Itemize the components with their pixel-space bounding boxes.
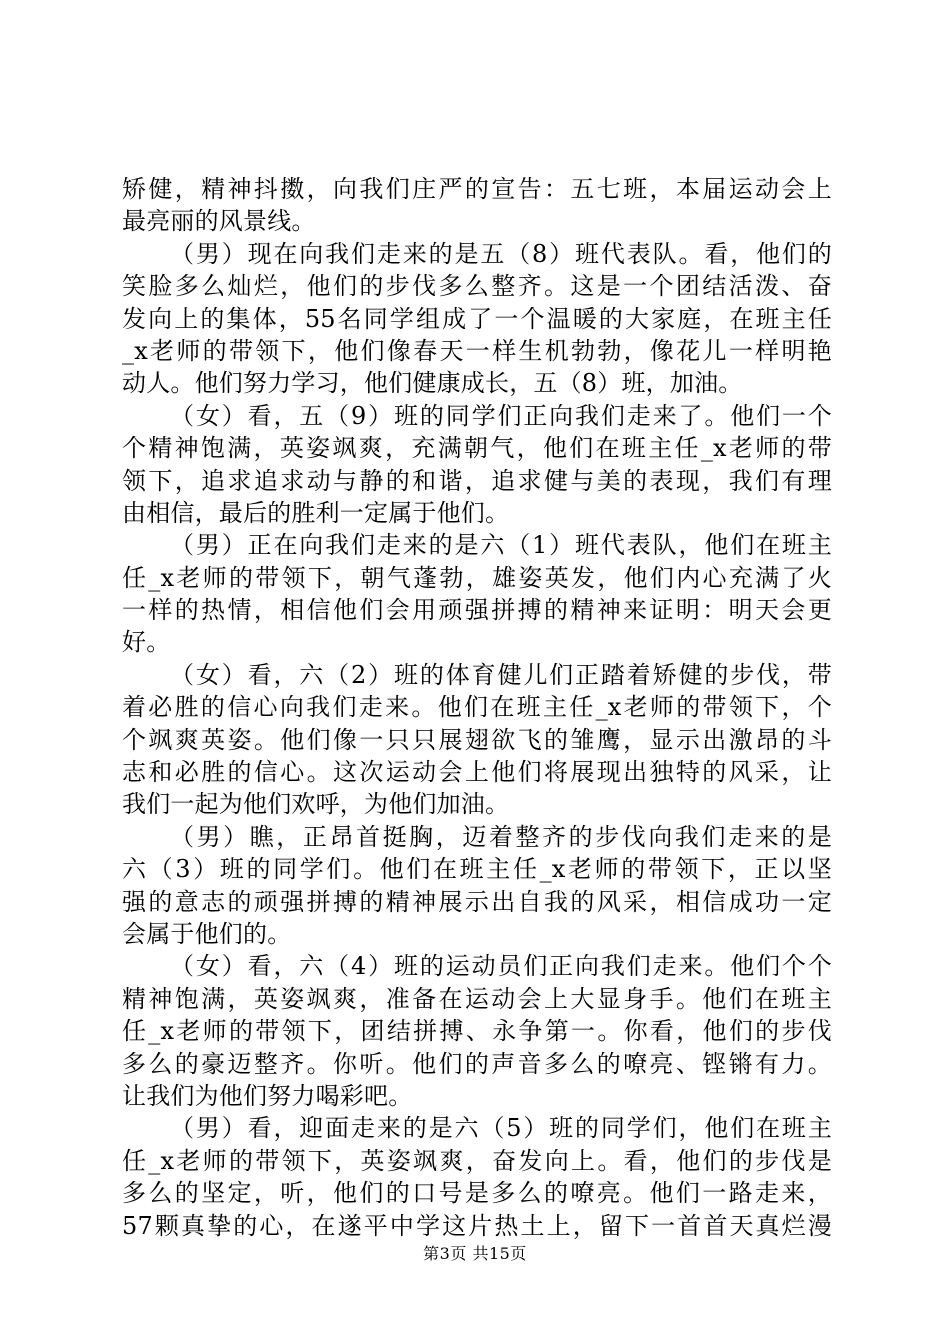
text-line: 精神饱满，英姿飒爽，准备在运动会上大显身手。他们在班主	[122, 984, 832, 1013]
text-line: 最亮丽的风景线。	[122, 207, 316, 236]
text-line: 让我们为他们努力喝彩吧。	[122, 1081, 413, 1110]
text-line: （男）瞧，正昂首挺胸，迈着整齐的步伐向我们走来的是	[170, 822, 832, 851]
text-line: （女）看，六（4）班的运动员们正向我们走来。他们个个	[170, 952, 832, 981]
paragraph	[122, 173, 832, 238]
text-line: 志和必胜的信心。这次运动会上他们将展现出独特的风采，让	[122, 758, 832, 787]
text-line: 一样的热情，相信他们会用顽强拼搏的精神来证明：明天会更	[122, 596, 832, 625]
paragraph	[122, 659, 832, 821]
text-line: 任_x老师的带领下，团结拼搏、永争第一。你看，他们的步伐	[122, 1017, 832, 1046]
text-line: 笑脸多么灿烂，他们的步伐多么整齐。这是一个团结活泼、奋	[122, 272, 832, 301]
text-line: （男）正在向我们走来的是六（1）班代表队，他们在班主	[170, 531, 832, 560]
text-line: 多么的豪迈整齐。你听。他们的声音多么的嘹亮、铿锵有力。	[122, 1049, 832, 1078]
paragraph	[122, 238, 832, 400]
paragraph	[122, 400, 832, 530]
text-line: 个飒爽英姿。他们像一只只展翅欲飞的雏鹰，显示出激昂的斗	[122, 725, 832, 754]
text-line: 57颗真挚的心，在遂平中学这片热土上，留下一首首天真烂漫	[122, 1211, 832, 1240]
text-line: 矫健，精神抖擞，向我们庄严的宣告：五七班，本届运动会上	[122, 175, 832, 203]
text-line: 多么的坚定，听，他们的口号是多么的嘹亮。他们一路走来，	[122, 1179, 832, 1208]
text-line: 六（3）班的同学们。他们在班主任_x老师的带领下，正以坚	[122, 855, 832, 884]
text-line: 领下，追求追求动与静的和谐，追求健与美的表现，我们有理	[122, 466, 832, 495]
text-line: （男）看，迎面走来的是六（5）班的同学们，他们在班主	[170, 1114, 832, 1143]
text-line: 会属于他们的。	[122, 919, 292, 948]
text-line: 任_x老师的带领下，英姿飒爽，奋发向上。看，他们的步伐是	[122, 1146, 832, 1175]
text-line: （女）看，六（2）班的体育健儿们正踏着矫健的步伐，带	[170, 660, 832, 689]
document-body	[122, 173, 832, 1242]
text-line: 任_x老师的带领下，朝气蓬勃，雄姿英发，他们内心充满了火	[122, 563, 832, 592]
text-line: （男）现在向我们走来的是五（8）班代表队。看，他们的	[170, 239, 832, 268]
text-line: 个精神饱满，英姿飒爽，充满朝气，他们在班主任_x老师的带	[122, 434, 832, 463]
paragraph	[122, 529, 832, 659]
paragraph	[122, 821, 832, 951]
text-line: 强的意志的顽强拼搏的精神展示出自我的风采，相信成功一定	[122, 887, 832, 916]
text-line: 发向上的集体，55名同学组成了一个温暖的大家庭，在班主任	[122, 304, 832, 333]
text-line: 好。	[122, 628, 171, 657]
text-line: 着必胜的信心向我们走来。他们在班主任_x老师的带领下，个	[122, 693, 832, 722]
text-line: 我们一起为他们欢呼，为他们加油。	[122, 790, 510, 819]
text-line: _x老师的带领下，他们像春天一样生机勃勃，像花儿一样明艳	[122, 336, 832, 365]
paragraph	[122, 1112, 832, 1242]
paragraph	[122, 950, 832, 1112]
text-line: 由相信，最后的胜利一定属于他们。	[122, 498, 510, 527]
text-line: 动人。他们努力学习，他们健康成长，五（8）班，加油。	[122, 369, 743, 398]
page-number-footer: 第3页 共15页	[423, 1244, 527, 1263]
text-line: （女）看，五（9）班的同学们正向我们走来了。他们一个	[170, 401, 832, 430]
